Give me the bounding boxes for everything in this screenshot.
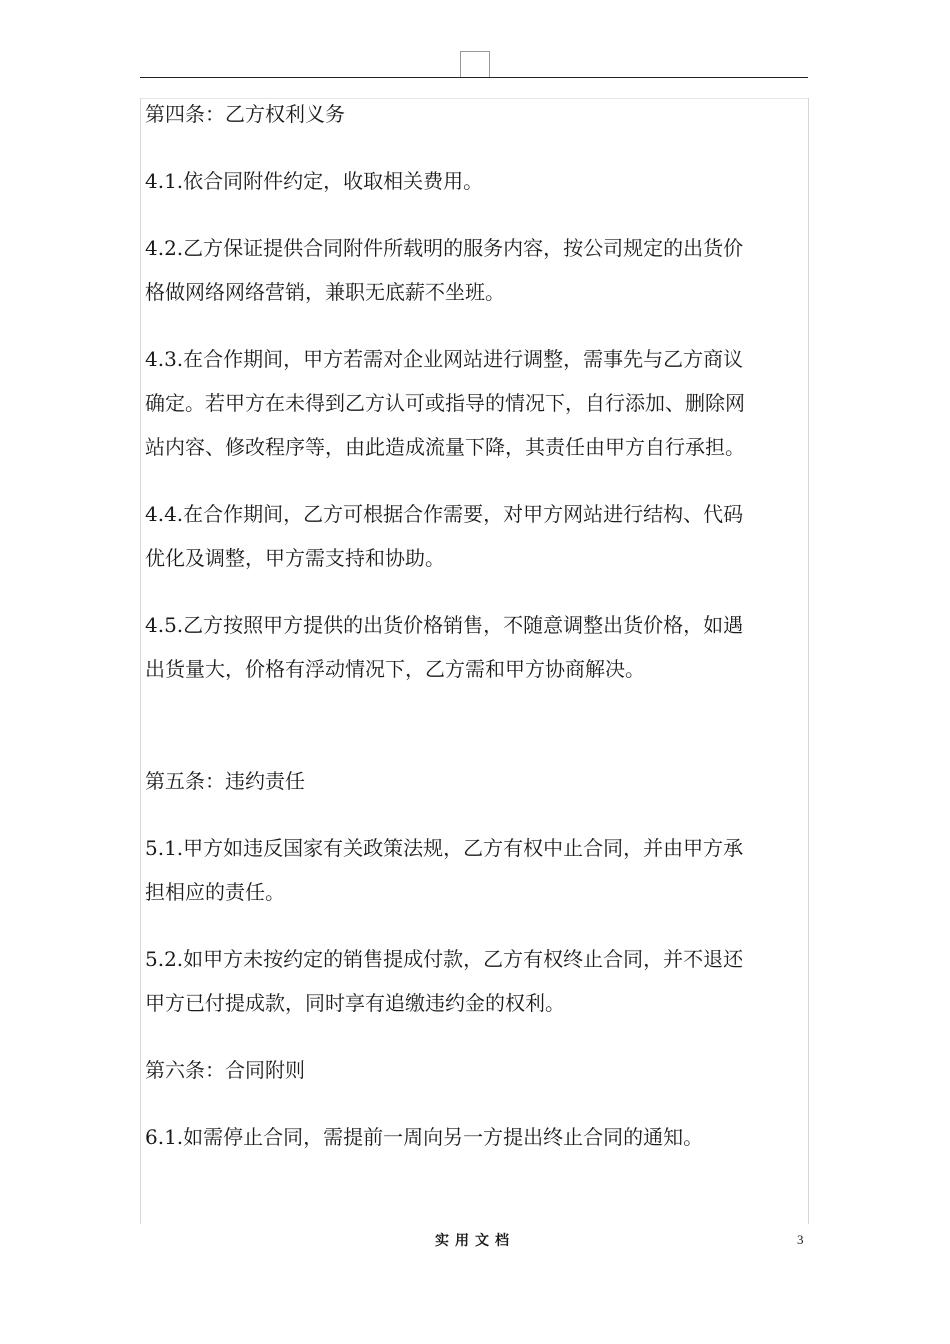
clause-4-2-line-2: 格做网络网络营销，兼职无底薪不坐班。 [145,280,505,304]
clause-4-4-line-2: 优化及调整，甲方需支持和协助。 [145,546,445,570]
clause-5-1-line-1: 5.1.甲方如违反国家有关政策法规，乙方有权中止合同，并由甲方承 [145,836,744,860]
header-tab-marker [460,51,490,78]
clause-5-1-line-2: 担相应的责任。 [145,880,285,904]
page-number: 3 [797,1232,804,1247]
clause-4-4-line-1: 4.4.在合作期间，乙方可根据合作需要，对甲方网站进行结构、代码 [145,502,744,526]
document-body [145,92,817,1159]
header-rule [140,77,808,78]
article-6-heading: 第六条：合同附则 [145,1058,305,1082]
clause-4-2-line-1: 4.2.乙方保证提供合同附件所载明的服务内容，按公司规定的出货价 [145,236,744,260]
clause-5-2-line-1: 5.2.如甲方未按约定的销售提成付款，乙方有权终止合同，并不退还 [145,947,744,971]
clause-4-3-line-3: 站内容、修改程序等，由此造成流量下降，其责任由甲方自行承担。 [145,435,745,459]
text-frame-left [140,98,141,1224]
clause-5-2-line-2: 甲方已付提成款，同时享有追缴违约金的权利。 [145,991,565,1015]
clause-4-1: 4.1.依合同附件约定，收取相关费用。 [145,169,484,193]
clause-4-3-line-2: 确定。若甲方在未得到乙方认可或指导的情况下，自行添加、删除网 [145,391,745,415]
clause-4-5-line-1: 4.5.乙方按照甲方提供的出货价格销售，不随意调整出货价格，如遇 [145,613,744,637]
article-5-heading: 第五条：违约责任 [145,769,305,793]
article-4-heading: 第四条：乙方权利义务 [145,102,345,126]
footer-label: 实用文档 [435,1233,515,1249]
clause-4-5-line-2: 出货量大，价格有浮动情况下，乙方需和甲方协商解决。 [145,657,645,681]
clause-6-1: 6.1.如需停止合同，需提前一周向另一方提出终止合同的通知。 [145,1125,704,1149]
clause-4-3-line-1: 4.3.在合作期间，甲方若需对企业网站进行调整，需事先与乙方商议 [145,347,744,371]
